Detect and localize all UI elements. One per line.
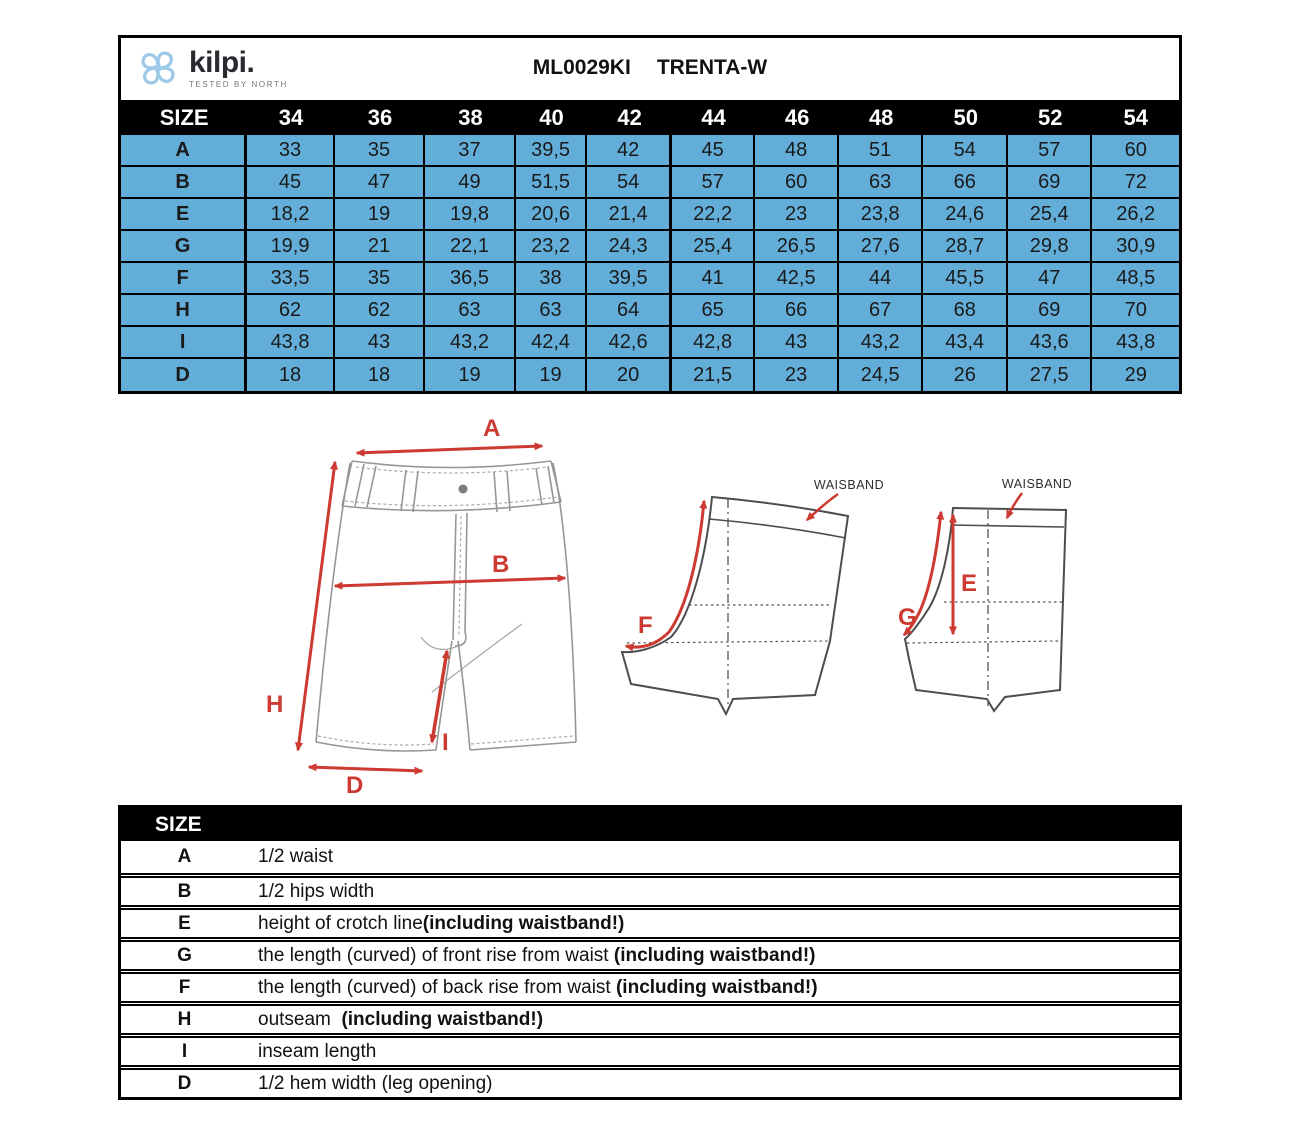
size-value-cell: 30,9	[1092, 231, 1179, 263]
legend-row	[121, 905, 1179, 937]
size-value-cell: 62	[247, 295, 335, 327]
size-value-cell: 22,1	[425, 231, 515, 263]
size-header-label: SIZE	[159, 104, 209, 130]
size-value-cell: 27,6	[839, 231, 924, 263]
size-value-cell: 48,5	[1092, 263, 1179, 295]
size-value-cell: 21	[335, 231, 425, 263]
size-column-header: 38	[458, 104, 483, 130]
waistband-label-front: WAISBAND	[1001, 477, 1073, 491]
size-column-header: 34	[278, 104, 304, 130]
back-pattern-piece	[622, 497, 848, 714]
legend-row	[121, 937, 1179, 969]
legend-row	[121, 1033, 1179, 1065]
size-value-cell: 29,8	[1008, 231, 1093, 263]
label-hips-B: B	[492, 551, 510, 578]
legend-text: 1/2 hem width (leg opening)	[258, 1072, 493, 1094]
size-column-header: 40	[539, 104, 564, 130]
size-value-cell: 33	[247, 135, 335, 167]
size-chart-sheet	[118, 35, 1182, 394]
legend-text: 1/2 hips width	[258, 880, 375, 902]
size-value-cell: 19,9	[247, 231, 335, 263]
shorts-measure-arrows	[298, 446, 565, 771]
label-back-rise-F: F	[638, 612, 653, 639]
legend-row	[121, 969, 1179, 1001]
legend-text-bold: (including waistband!)	[341, 1008, 544, 1030]
size-value-cell: 25,4	[672, 231, 756, 263]
size-value-cell: 66	[923, 167, 1008, 199]
size-value-cell: 35	[335, 263, 425, 295]
size-value-cell: 19,8	[425, 199, 515, 231]
size-value-cell: 43,6	[1008, 327, 1093, 359]
size-column-header: 48	[868, 104, 894, 130]
legend-text: height of crotch line	[258, 912, 423, 934]
legend-text-bold: (including waistband!)	[613, 944, 816, 966]
size-value-cell: 19	[335, 199, 425, 231]
size-value-cell: 49	[425, 167, 515, 199]
size-column-header: 52	[1037, 104, 1063, 130]
size-value-cell: 42,6	[587, 327, 672, 359]
size-value-cell: 43,2	[839, 327, 924, 359]
size-value-cell: 29	[1092, 359, 1179, 391]
size-table-row	[121, 295, 1179, 327]
size-value-cell: 21,5	[672, 359, 756, 391]
size-table-row	[121, 327, 1179, 359]
legend-row-description	[248, 942, 1179, 969]
legend-row-label: A	[177, 846, 192, 867]
size-value-cell: 18	[335, 359, 425, 391]
legend-row-description	[248, 1006, 1179, 1033]
shorts-front-drawing	[316, 461, 576, 751]
brand-row	[121, 38, 1179, 100]
size-value-cell: 68	[923, 295, 1008, 327]
size-value-cell: 20,6	[516, 199, 588, 231]
size-value-cell: 22,2	[672, 199, 756, 231]
measurement-diagram	[118, 400, 1182, 800]
size-header-row	[121, 100, 1179, 135]
size-value-cell: 70	[1092, 295, 1179, 327]
size-value-cell: 63	[516, 295, 588, 327]
size-value-cell: 23,2	[516, 231, 588, 263]
size-value-cell: 57	[1008, 135, 1093, 167]
legend-row-label: E	[178, 912, 191, 934]
legend-row-description	[248, 1038, 1179, 1065]
row-label: D	[121, 359, 247, 391]
size-table-row	[121, 167, 1179, 199]
row-label: B	[121, 167, 247, 199]
size-value-cell: 20	[587, 359, 672, 391]
legend-text: outseam	[258, 1008, 342, 1030]
size-value-cell: 60	[1092, 135, 1179, 167]
size-value-cell: 42,8	[672, 327, 756, 359]
size-value-cell: 33,5	[247, 263, 335, 295]
legend-text-bold: (including waistband!)	[422, 912, 625, 934]
size-value-cell: 42,4	[516, 327, 588, 359]
legend-text: the length (curved) of front rise from waist	[258, 944, 614, 966]
legend-row-description	[248, 974, 1179, 1001]
brand-name: kilpi.	[189, 45, 255, 79]
product-name: TRENTA-W	[656, 56, 768, 79]
size-value-cell: 18	[247, 359, 335, 391]
product-model: ML0029KI	[532, 56, 631, 79]
size-value-cell: 23,8	[839, 199, 924, 231]
size-value-cell: 51	[839, 135, 924, 167]
row-label: F	[121, 263, 247, 295]
size-value-cell: 42,5	[755, 263, 839, 295]
size-value-cell: 45,5	[923, 263, 1008, 295]
legend-text: 1/2 waist	[258, 846, 333, 867]
label-hem-D: D	[346, 772, 364, 799]
legend-text: the length (curved) of back rise from waist	[258, 976, 616, 998]
size-value-cell: 63	[839, 167, 924, 199]
legend-row	[121, 1065, 1179, 1097]
size-value-cell: 43	[755, 327, 839, 359]
brand-tagline: TESTED BY NORTH	[189, 79, 288, 89]
size-value-cell: 24,3	[587, 231, 672, 263]
size-value-cell: 47	[335, 167, 425, 199]
size-value-cell: 23	[755, 199, 839, 231]
size-value-cell: 60	[755, 167, 839, 199]
size-value-cell: 25,4	[1008, 199, 1093, 231]
size-column-header: 54	[1123, 104, 1148, 130]
size-column-header: 44	[701, 104, 726, 130]
legend-row-label: H	[177, 1008, 192, 1030]
size-value-cell: 47	[1008, 263, 1093, 295]
size-value-cell: 44	[839, 263, 924, 295]
size-value-cell: 64	[587, 295, 672, 327]
legend-text-bold: (including waistband!)	[615, 976, 818, 998]
size-column-header: 50	[953, 104, 978, 130]
size-table-row	[121, 199, 1179, 231]
size-value-cell: 41	[672, 263, 756, 295]
legend-row-description	[248, 841, 1179, 873]
legend-row	[121, 841, 1179, 873]
size-value-cell: 48	[755, 135, 839, 167]
size-value-cell: 21,4	[587, 199, 672, 231]
legend-row-label: F	[178, 976, 191, 998]
size-value-cell: 62	[335, 295, 425, 327]
size-value-cell: 72	[1092, 167, 1179, 199]
size-value-cell: 43,8	[247, 327, 335, 359]
size-value-cell: 63	[425, 295, 515, 327]
row-label: G	[121, 231, 247, 263]
size-table-row	[121, 231, 1179, 263]
size-value-cell: 38	[516, 263, 588, 295]
legend-row-label: I	[181, 1040, 188, 1062]
size-value-cell: 43,4	[923, 327, 1008, 359]
size-table-row	[121, 135, 1179, 167]
size-value-cell: 24,5	[839, 359, 924, 391]
size-table-row	[121, 359, 1179, 391]
size-table-row	[121, 263, 1179, 295]
size-value-cell: 54	[587, 167, 672, 199]
size-value-cell: 36,5	[425, 263, 515, 295]
waistband-pointer-front	[1007, 493, 1022, 518]
legend-text: inseam length	[258, 1040, 377, 1062]
size-value-cell: 43,2	[425, 327, 515, 359]
legend-row-label: D	[177, 1072, 192, 1094]
size-column-header: 36	[367, 104, 393, 130]
size-value-cell: 39,5	[516, 135, 588, 167]
label-front-rise-G: G	[898, 604, 917, 631]
size-column-header: 46	[784, 104, 810, 130]
waistband-pointer-back	[807, 494, 838, 520]
size-value-cell: 69	[1008, 295, 1093, 327]
front-pattern-piece	[905, 508, 1066, 711]
size-value-cell: 35	[335, 135, 425, 167]
size-value-cell: 45	[672, 135, 756, 167]
size-value-cell: 37	[425, 135, 515, 167]
size-table-body	[121, 135, 1179, 391]
product-title	[121, 56, 1179, 80]
size-value-cell: 19	[516, 359, 588, 391]
legend-row-label: B	[177, 880, 192, 902]
legend-row-description	[248, 878, 1179, 905]
size-value-cell: 65	[672, 295, 756, 327]
legend-table	[118, 805, 1182, 1100]
legend-row-description	[248, 910, 1179, 937]
row-label: I	[121, 327, 247, 359]
size-value-cell: 69	[1008, 167, 1093, 199]
size-value-cell: 57	[672, 167, 756, 199]
label-outseam-H: H	[266, 691, 284, 718]
size-value-cell: 24,6	[923, 199, 1008, 231]
legend-body	[121, 841, 1179, 1097]
legend-header-label: SIZE	[155, 812, 202, 836]
legend-row	[121, 1001, 1179, 1033]
size-value-cell: 26,2	[1092, 199, 1179, 231]
size-value-cell: 42	[587, 135, 672, 167]
size-value-cell: 19	[425, 359, 515, 391]
size-value-cell: 51,5	[516, 167, 588, 199]
size-value-cell: 39,5	[587, 263, 672, 295]
row-label: E	[121, 199, 247, 231]
size-value-cell: 28,7	[923, 231, 1008, 263]
size-value-cell: 23	[755, 359, 839, 391]
size-column-header: 42	[617, 104, 642, 130]
legend-row	[121, 873, 1179, 905]
label-crotch-height-E: E	[961, 570, 978, 597]
size-value-cell: 45	[247, 167, 335, 199]
row-label: H	[121, 295, 247, 327]
size-value-cell: 43	[335, 327, 425, 359]
size-value-cell: 43,8	[1092, 327, 1179, 359]
size-value-cell: 67	[839, 295, 924, 327]
legend-row-label: G	[177, 944, 192, 966]
size-value-cell: 66	[755, 295, 839, 327]
size-value-cell: 27,5	[1008, 359, 1093, 391]
label-inseam-I: I	[442, 729, 449, 756]
legend-row-description	[248, 1070, 1179, 1097]
size-value-cell: 26	[923, 359, 1008, 391]
waistband-label-back: WAISBAND	[813, 478, 885, 492]
row-label: A	[121, 135, 247, 167]
size-value-cell: 26,5	[755, 231, 839, 263]
size-value-cell: 54	[923, 135, 1008, 167]
size-value-cell: 18,2	[247, 199, 335, 231]
legend-header	[121, 808, 1179, 841]
label-waist-A: A	[483, 415, 501, 442]
